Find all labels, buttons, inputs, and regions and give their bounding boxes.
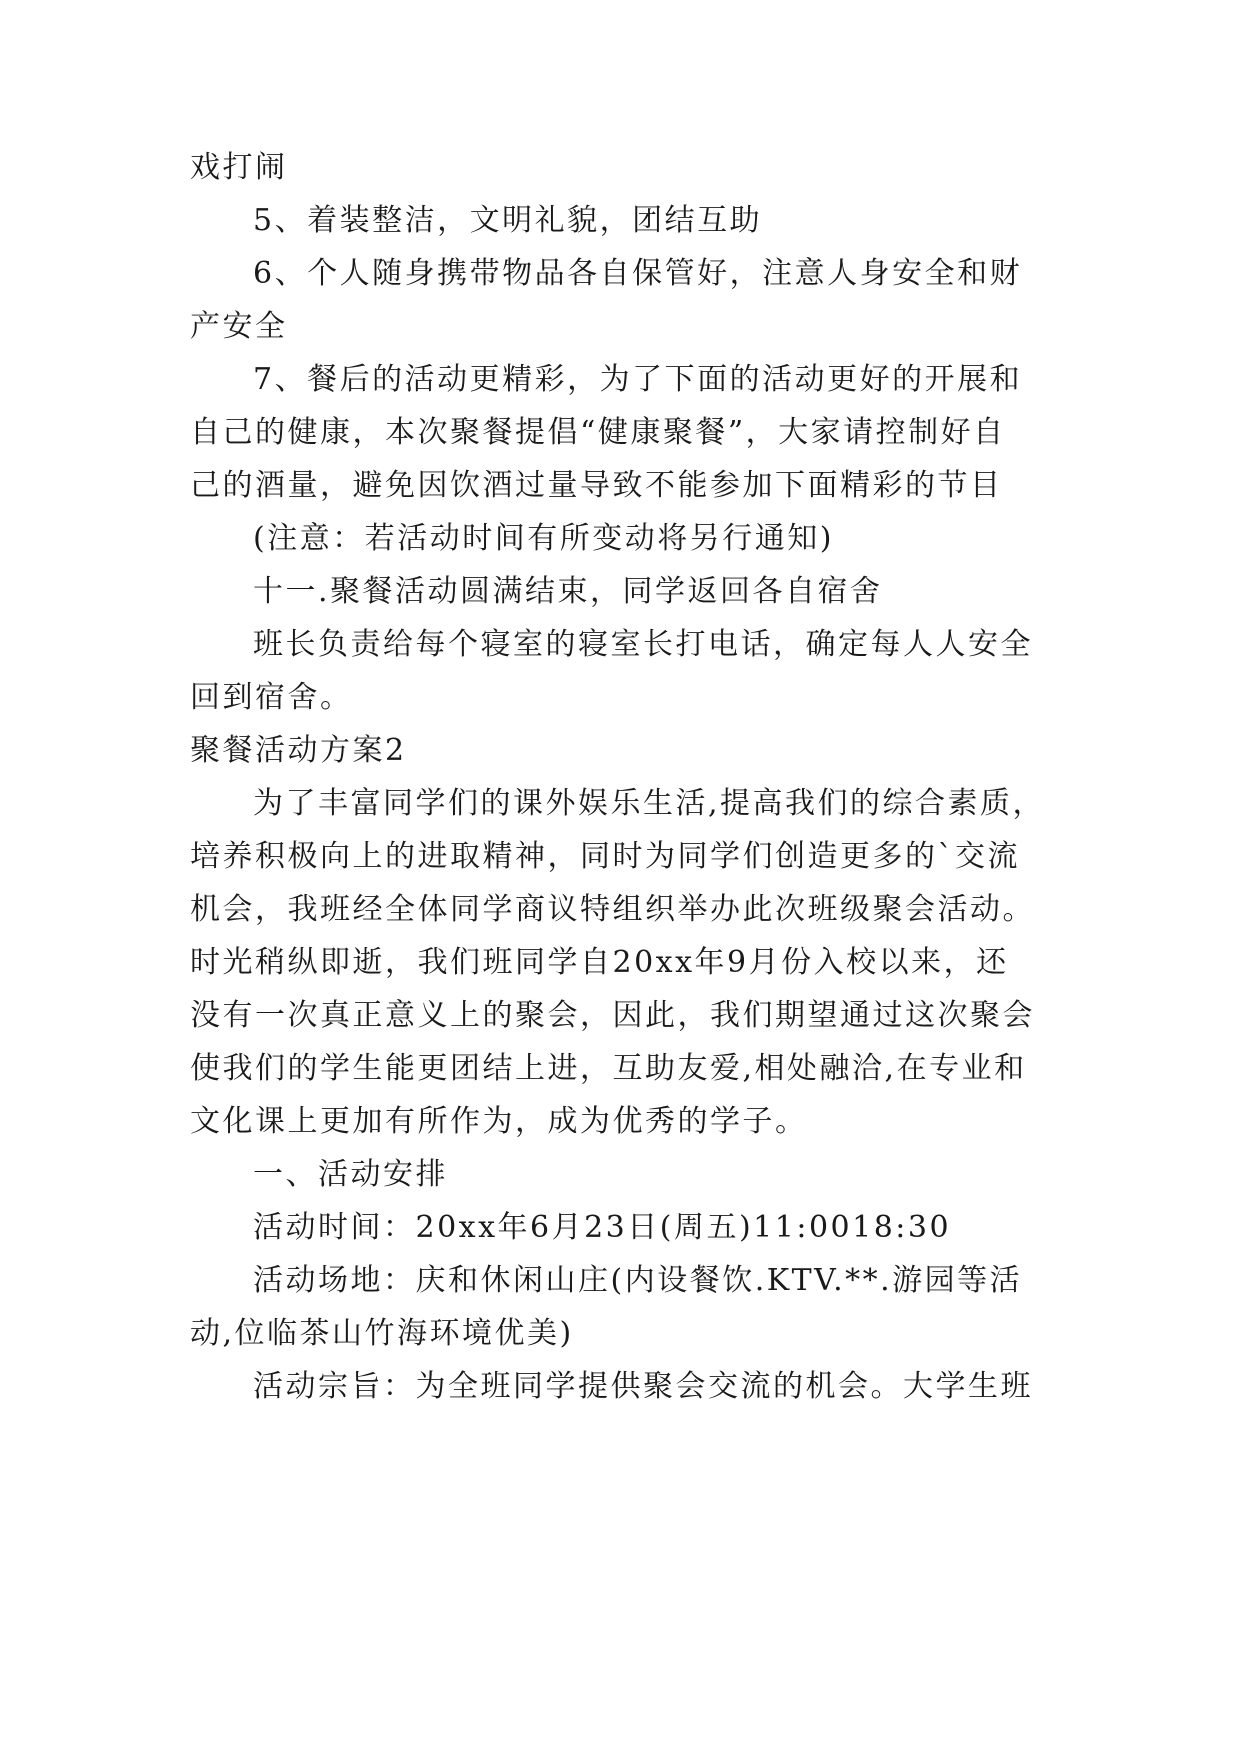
text-line: 回到宿舍。 xyxy=(190,680,353,715)
text-line: 为了丰富同学们的课外娱乐生活,提高我们的综合素质， xyxy=(253,786,1046,821)
text-line: 动,位临茶山竹海环境优美) xyxy=(190,1316,574,1351)
text-line: 6、个人随身携带物品各自保管好，注意人身安全和财 xyxy=(253,256,1023,291)
text-line: 己的酒量，避免因饮酒过量导致不能参加下面精彩的节目 xyxy=(190,468,1003,503)
text-line: 5、着装整洁，文明礼貌，团结互助 xyxy=(253,203,763,238)
text-line: 活动宗旨：为全班同学提供聚会交流的机会。大学生班 xyxy=(253,1369,1033,1404)
text-line: 机会，我班经全体同学商议特组织举办此次班级聚会活动。 xyxy=(190,892,1035,927)
text-line: 时光稍纵即逝，我们班同学自20xx年9月份入校以来，还 xyxy=(190,945,1009,980)
text-line: 戏打闹 xyxy=(190,150,288,185)
text-line: 产安全 xyxy=(190,309,288,344)
text-line: 十一.聚餐活动圆满结束，同学返回各自宿舍 xyxy=(253,574,883,609)
section-heading: 聚餐活动方案2 xyxy=(190,733,407,768)
text-line: 文化课上更加有所作为，成为优秀的学子。 xyxy=(190,1104,808,1139)
text-line: 使我们的学生能更团结上进，互助友爱,相处融洽,在专业和 xyxy=(190,1051,1027,1086)
text-line: 活动场地：庆和休闲山庄(内设餐饮.KTV.**.游园等活 xyxy=(253,1263,1023,1298)
text-line: 一、活动安排 xyxy=(253,1157,448,1192)
text-line: 活动时间：20xx年6月23日(周五)11:0018:30 xyxy=(253,1210,952,1245)
text-line: 班长负责给每个寝室的寝室长打电话，确定每人人安全 xyxy=(253,627,1033,662)
text-line: 培养积极向上的进取精神，同时为同学们创造更多的`交流 xyxy=(190,839,1020,874)
text-line: (注意：若活动时间有所变动将另行通知) xyxy=(253,521,834,556)
text-line: 自己的健康，本次聚餐提倡“健康聚餐”，大家请控制好自 xyxy=(190,415,1006,450)
text-line: 7、餐后的活动更精彩，为了下面的活动更好的开展和 xyxy=(253,362,1023,397)
text-line: 没有一次真正意义上的聚会，因此，我们期望通过这次聚会 xyxy=(190,998,1035,1033)
